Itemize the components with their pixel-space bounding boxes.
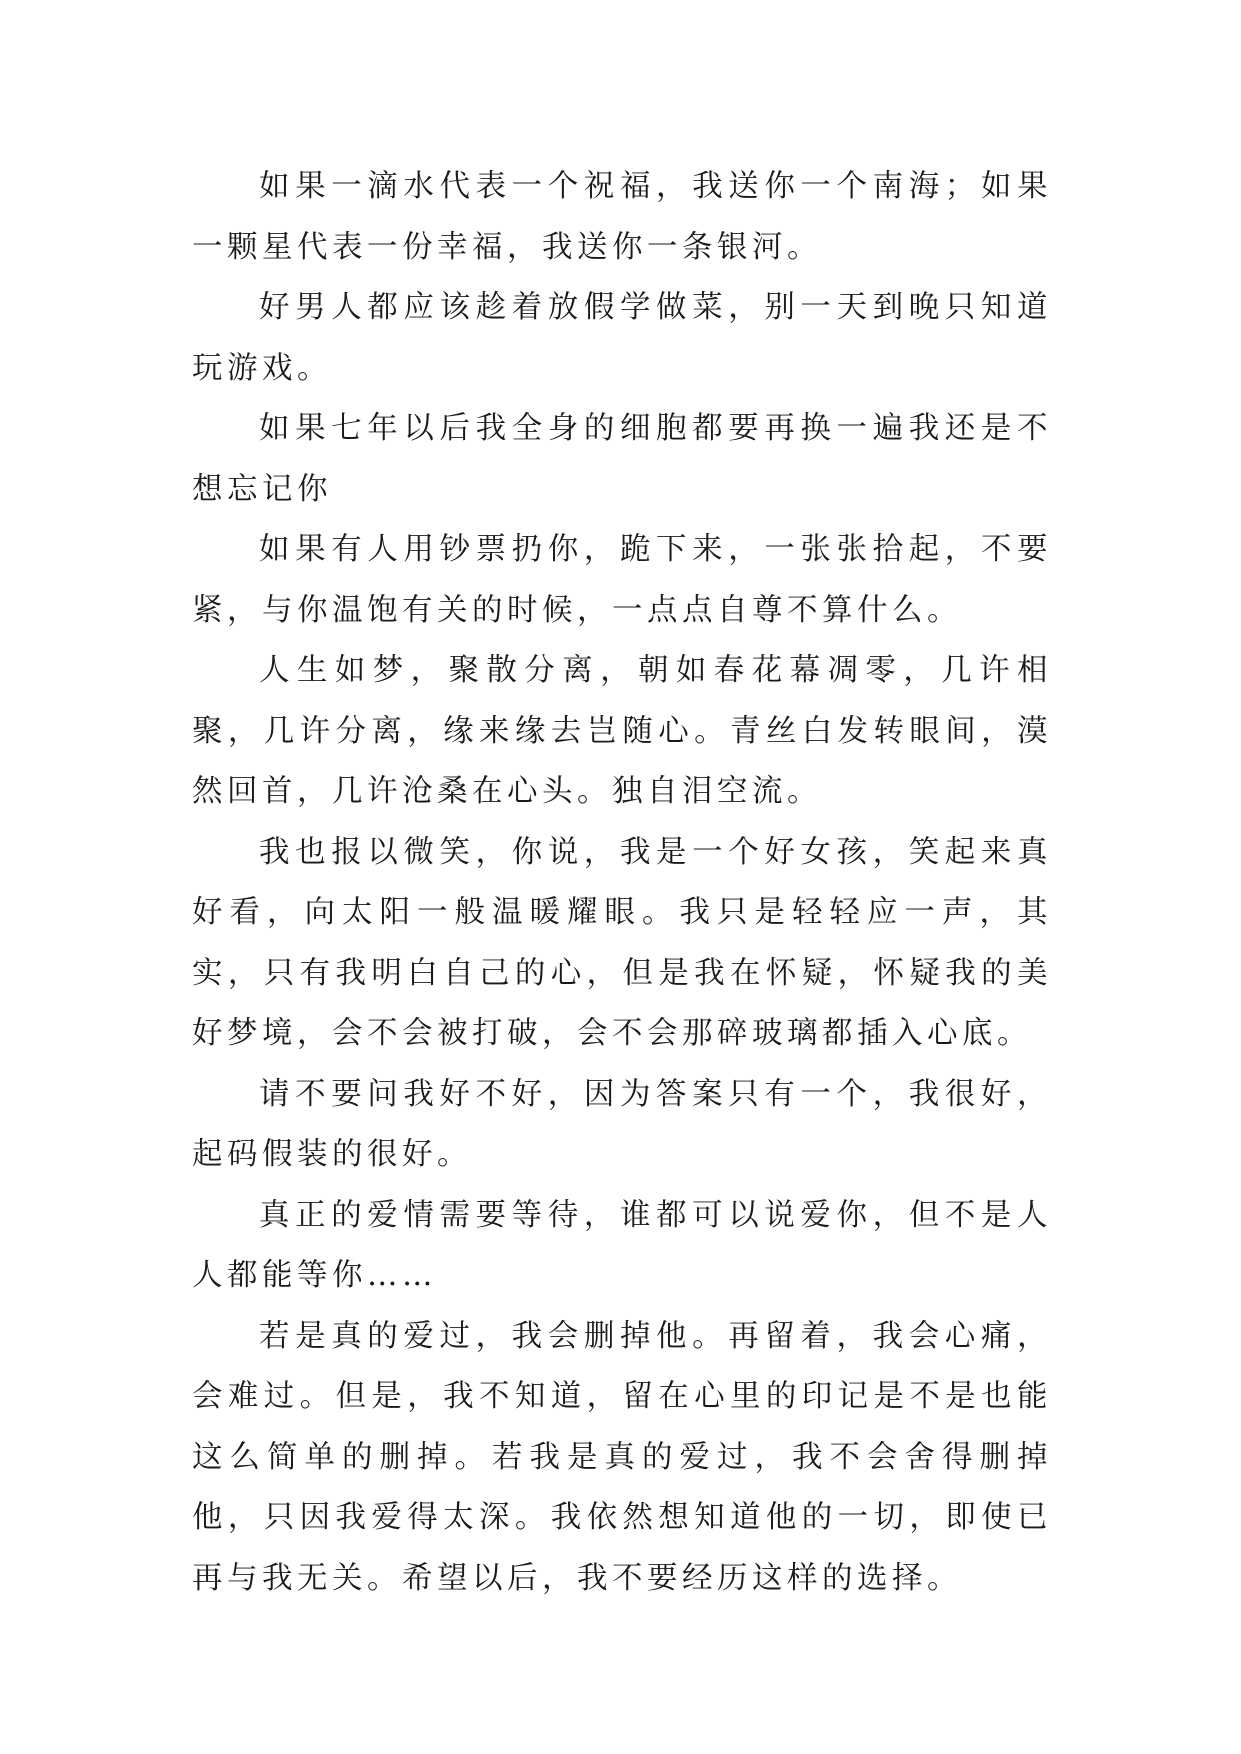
paragraph: 如果一滴水代表一个祝福，我送你一个南海；如果一颗星代表一份幸福，我送你一条银河。 [192,169,1052,265]
paragraph: 好男人都应该趁着放假学做菜，别一天到晚只知道玩游戏。 [192,290,1052,386]
paragraph: 我也报以微笑，你说，我是一个好女孩，笑起来真好看，向太阳一般温暖耀眼。我只是轻轻应一声，其实，只有我明白自己的心，但是我在怀疑，怀疑我的美好梦境，会不会被打破，会不会那碎玻璃都插入心底。 [192,834,1052,1051]
paragraph: 人生如梦，聚散分离，朝如春花幕凋零，几许相聚，几许分离，缘来缘去岂随心。青丝白发转眼间，漠然回首，几许沧桑在心头。独自泪空流。 [192,653,1052,809]
document-body [192,157,1052,1609]
paragraph: 请不要问我好不好，因为答案只有一个，我很好，起码假装的很好。 [192,1076,1052,1172]
paragraph: 如果七年以后我全身的细胞都要再换一遍我还是不想忘记你 [192,411,1052,507]
paragraph: 真正的爱情需要等待，谁都可以说爱你，但不是人人都能等你…… [192,1197,1052,1293]
paragraph: 如果有人用钞票扔你，跪下来，一张张拾起，不要紧，与你温饱有关的时候，一点点自尊不算什么。 [192,532,1052,628]
paragraph: 若是真的爱过，我会删掉他。再留着，我会心痛，会难过。但是，我不知道，留在心里的印记是不是也能这么简单的删掉。若我是真的爱过，我不会舍得删掉他，只因我爱得太深。我依然想知道他的一切，即使已再与我无关。希望以后，我不要经历这样的选择。 [192,1318,1052,1596]
